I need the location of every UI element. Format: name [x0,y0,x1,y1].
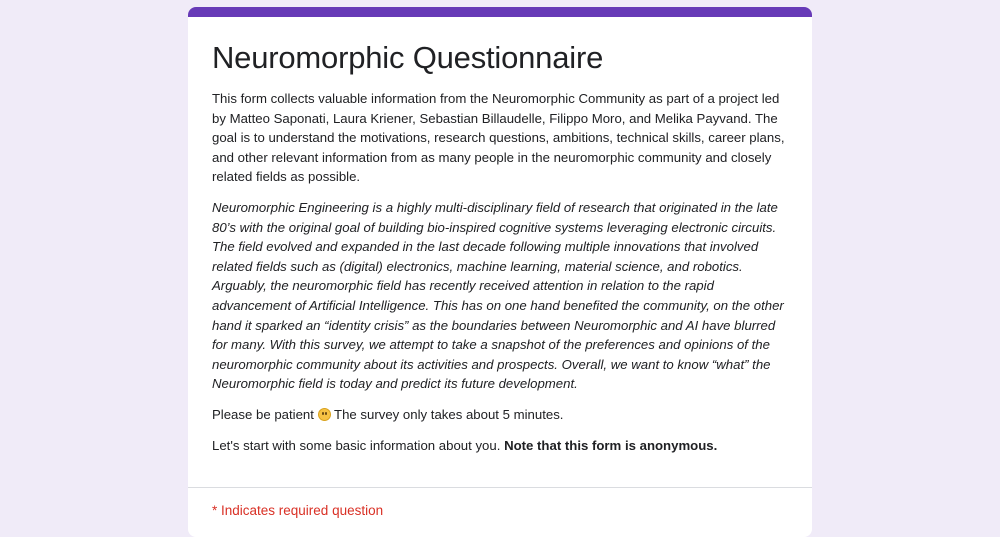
slightly-smiling-face-icon [318,408,331,421]
anonymous-note: Note that this form is anonymous. [504,437,718,453]
duration-text-after: The survey only takes about 5 minutes. [334,406,564,422]
description-paragraph-anonymous [212,436,788,456]
form-header-card [188,7,812,537]
duration-text-before: Please be patient [212,406,314,422]
description-paragraph-duration [212,405,788,425]
form-title: Neuromorphic Questionnaire [212,40,604,75]
anonymous-intro-text: Let's start with some basic information about you. [212,437,501,453]
form-description [188,77,812,455]
required-question-note: * Indicates required question [212,503,384,518]
description-paragraph-background: Neuromorphic Engineering is a highly multi-disciplinary field of research that originated in the late 80’s with the original goal of building bio-inspired cognitive systems leveraging electronic circuits. The field evolved and expanded in the last decade following multiple innovations that involved related fields such as (digital) electronics, machine learning, material science, and robotics. Arguably, the neuromorphic field has recently received attention in relation to the rapid advancement of Artificial Intelligence. This has on one hand benefited the community, on the other hand it sparked an “identity crisis” as the boundaries between Neuromorphic and AI have blurred for many. With this survey, we attempt to take a snapshot of the preferences and opinions of the neuromorphic community about its activities and prospects. Overall, we want to know “what” the Neuromorphic field is today and predict its future development. [212,199,784,392]
divider [188,487,812,488]
description-paragraph-intro: This form collects valuable information from the Neuromorphic Community as part of a project led by Matteo Saponati, Laura Kriener, Sebastian Billaudelle, Filippo Moro, and Melika Payvand. The goal is to understand the motivations, research questions, ambitions, technical skills, career plans, and other relevant information from as many people in the neuromorphic community and closely related fields as possible. [212,91,785,185]
